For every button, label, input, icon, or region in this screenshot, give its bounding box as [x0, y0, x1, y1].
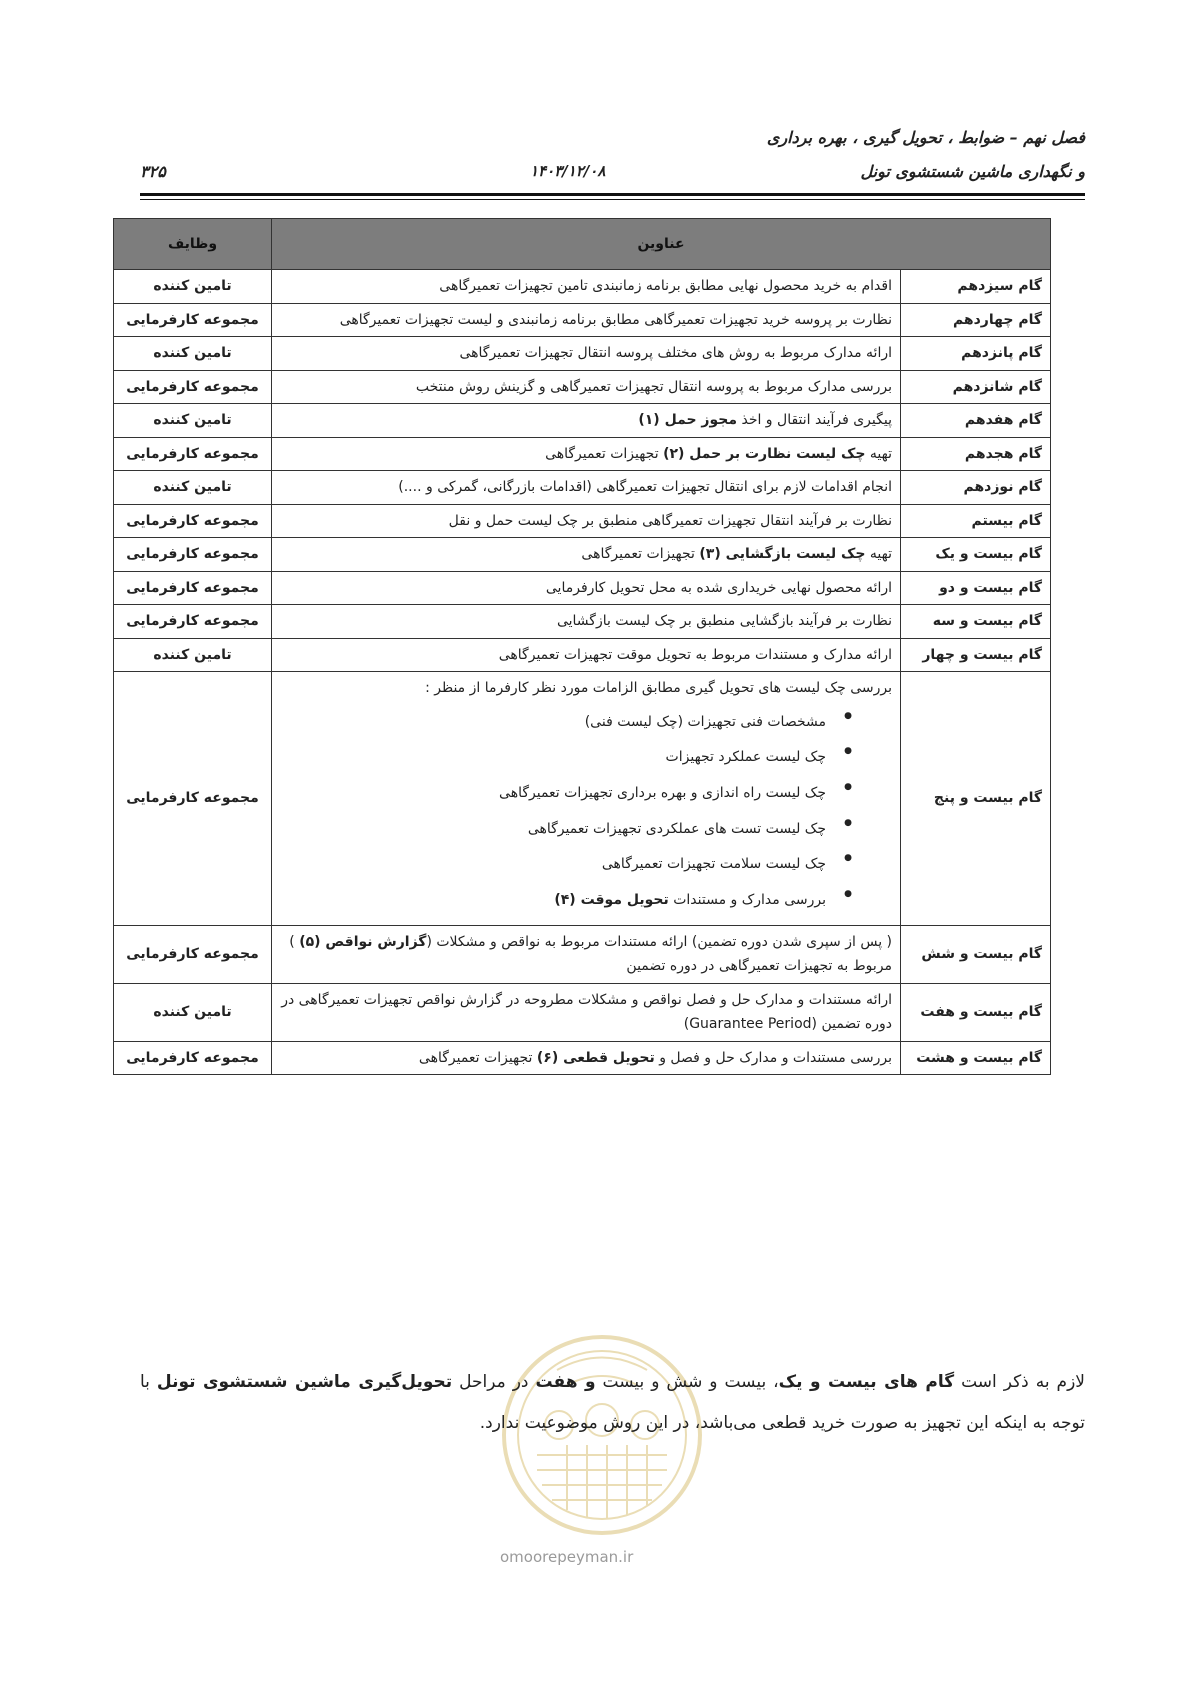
step-description: نظارت بر فرآیند انتقال تجهیزات تعمیرگاهی منطبق بر چک لیست حمل و نقل [272, 504, 901, 538]
list-item [280, 883, 852, 919]
step-role: تامین کننده [114, 983, 272, 1041]
step-description [272, 538, 901, 572]
step-description: انجام اقدامات لازم برای انتقال تجهیزات تعمیرگاهی (اقدامات بازرگانی، گمرکی و ....) [272, 471, 901, 505]
list-item: ● مشخصات فنی تجهیزات (چک لیست فنی) [280, 705, 852, 741]
step-description: ارائه مدارک و مستندات مربوط به تحویل موقت تجهیزات تعمیرگاهی [272, 638, 901, 672]
step-name: گام بیست و هفت [901, 983, 1051, 1041]
table-row [114, 672, 1051, 926]
step-role: مجموعه کارفرمایی [114, 504, 272, 538]
desc-text: پیگیری فرآیند انتقال و اخذ [737, 412, 892, 428]
table-row [114, 270, 1051, 304]
step-role: مجموعه کارفرمایی [114, 571, 272, 605]
step-description [272, 404, 901, 438]
step-name: گام بیست و یک [901, 538, 1051, 572]
desc-text: بررسی مدارک و مستندات [668, 891, 826, 908]
list-item: ● چک لیست راه اندازی و بهره برداری تجهیزات تعمیرگاهی [280, 776, 852, 812]
list-item: ● چک لیست سلامت تجهیزات تعمیرگاهی [280, 847, 852, 883]
desc-bold-text: چک لیست بازگشایی (۳) [699, 546, 866, 562]
table-row [114, 983, 1051, 1041]
table-row [114, 404, 1051, 438]
step-name: گام بیست و سه [901, 605, 1051, 639]
step-description: ارائه مستندات و مدارک حل و فصل نواقص و مشکلات مطروحه در گزارش نواقص تجهیزات تعمیرگاهی در دوره تضمین (Guarantee Period) [272, 983, 901, 1041]
step-description [272, 1041, 901, 1075]
para-text: ، بیست و شش و بیست [595, 1372, 779, 1392]
step-name: گام چهاردهم [901, 303, 1051, 337]
desc-text: تجهیزات تعمیرگاهی [418, 1049, 537, 1066]
step-role: تامین کننده [114, 337, 272, 371]
header-rule-thick [140, 193, 1085, 196]
step-description: ارائه مدارک مربوط به روش های مختلف پروسه انتقال تجهیزات تعمیرگاهی [272, 337, 901, 371]
table-row [114, 1041, 1051, 1075]
header-date: ۱۴۰۳/۱۲/۰۸ [530, 162, 606, 180]
desc-text: ) مربوط به تجهیزات تعمیرگاهی در دوره تضمین [289, 933, 892, 975]
table-row [114, 538, 1051, 572]
table-header-row [114, 219, 1051, 270]
desc-text: تجهیزات تعمیرگاهی [545, 445, 664, 462]
desc-bold-text: گزارش نواقص (۵) [299, 933, 427, 950]
step-name: گام نوزدهم [901, 471, 1051, 505]
para-text: لازم به ذکر است [954, 1372, 1085, 1392]
step-role: تامین کننده [114, 270, 272, 304]
step-description [272, 672, 901, 926]
step-role: تامین کننده [114, 471, 272, 505]
step-role: تامین کننده [114, 404, 272, 438]
table-row [114, 471, 1051, 505]
table-row [114, 605, 1051, 639]
step-description: بررسی مدارک مربوط به پروسه انتقال تجهیزات تعمیرگاهی و گزینش روش منتخب [272, 370, 901, 404]
desc-bold-text: مجوز حمل (۱) [638, 412, 738, 428]
step-role: مجموعه کارفرمایی [114, 437, 272, 471]
step-name: گام بیستم [901, 504, 1051, 538]
step-name: گام پانزدهم [901, 337, 1051, 371]
desc-text: تهیه [865, 445, 892, 462]
step-role: مجموعه کارفرمایی [114, 538, 272, 572]
table-row [114, 337, 1051, 371]
step-role: تامین کننده [114, 638, 272, 672]
step-description: اقدام به خرید محصول نهایی مطابق برنامه زمانبندی تامین تجهیزات تعمیرگاهی [272, 270, 901, 304]
step-name: گام بیست و دو [901, 571, 1051, 605]
header-duties: وظایف [114, 219, 272, 270]
step-description: ارائه محصول نهایی خریداری شده به محل تحویل کارفرمایی [272, 571, 901, 605]
step-name: گام سیزدهم [901, 270, 1051, 304]
step-name: گام شانزدهم [901, 370, 1051, 404]
checklist-bullets [280, 705, 852, 919]
desc-text: تجهیزات تعمیرگاهی [581, 546, 700, 562]
page-header [140, 128, 1085, 198]
table-row [114, 370, 1051, 404]
list-item: ● چک لیست تست های عملکردی تجهیزات تعمیرگاهی [280, 812, 852, 848]
step-role: مجموعه کارفرمایی [114, 605, 272, 639]
desc-bold-text: تحویل موقت (۴) [554, 891, 669, 908]
desc-text: تهیه [865, 546, 892, 562]
step-description: نظارت بر پروسه خرید تجهیزات تعمیرگاهی مطابق برنامه زمانبندی و لیست تجهیزات تعمیرگاهی [272, 303, 901, 337]
step-name: گام بیست و پنج [901, 672, 1051, 926]
list-item: ● چک لیست عملکرد تجهیزات [280, 740, 852, 776]
table-row [114, 437, 1051, 471]
table-row [114, 303, 1051, 337]
para-bold: تحویل‌گیری ماشین شستشوی تونل [156, 1372, 453, 1392]
desc-bold-text: چک لیست نظارت بر حمل (۲) [663, 445, 866, 462]
para-bold: گام های بیست و یک [778, 1372, 955, 1392]
header-rule-thin [140, 199, 1085, 200]
step-description: نظارت بر فرآیند بازگشایی منطبق بر چک لیست بازگشایی [272, 605, 901, 639]
step-role: مجموعه کارفرمایی [114, 925, 272, 983]
desc-bold-text: تحویل قطعی (۶) [536, 1049, 655, 1066]
table-row [114, 638, 1051, 672]
header-titles: عناوین [272, 219, 1051, 270]
step-name: گام بیست و چهار [901, 638, 1051, 672]
step-name: گام هجدهم [901, 437, 1051, 471]
desc-intro: بررسی چک لیست های تحویل گیری مطابق الزامات مورد نظر کارفرما از منظر : [425, 680, 892, 696]
step-role: مجموعه کارفرمایی [114, 1041, 272, 1075]
step-name: گام هفدهم [901, 404, 1051, 438]
desc-text: ( پس از سپری شدن دوره تضمین) ارائه مستندات مربوط به نواقص و مشکلات ( [426, 933, 892, 950]
step-description [272, 925, 901, 983]
chapter-title-line1: فصل نهم – ضوابط ، تحویل گیری ، بهره برداری [766, 128, 1085, 147]
step-description [272, 437, 901, 471]
para-bold: و هفت [535, 1372, 596, 1392]
chapter-title-line2: و نگهداری ماشین شستشوی تونل [860, 162, 1085, 181]
footnote-paragraph [140, 1362, 1085, 1444]
table-row [114, 571, 1051, 605]
watermark-url: omoorepeyman.ir [500, 1548, 634, 1566]
step-name: گام بیست و هشت [901, 1041, 1051, 1075]
para-text: در مراحل [452, 1372, 536, 1392]
table-row [114, 504, 1051, 538]
table-row [114, 925, 1051, 983]
page-number: ۳۲۵ [140, 162, 166, 181]
step-name: گام بیست و شش [901, 925, 1051, 983]
step-role: مجموعه کارفرمایی [114, 370, 272, 404]
steps-table [113, 218, 1051, 1075]
step-role: مجموعه کارفرمایی [114, 303, 272, 337]
desc-text: بررسی مستندات و مدارک حل و فصل و [654, 1049, 892, 1066]
step-role: مجموعه کارفرمایی [114, 672, 272, 926]
para-text: با توجه به اینکه این تجهیز به صورت خرید قطعی می‌باشد، در این روش موضوعیت ندارد. [140, 1372, 1085, 1433]
